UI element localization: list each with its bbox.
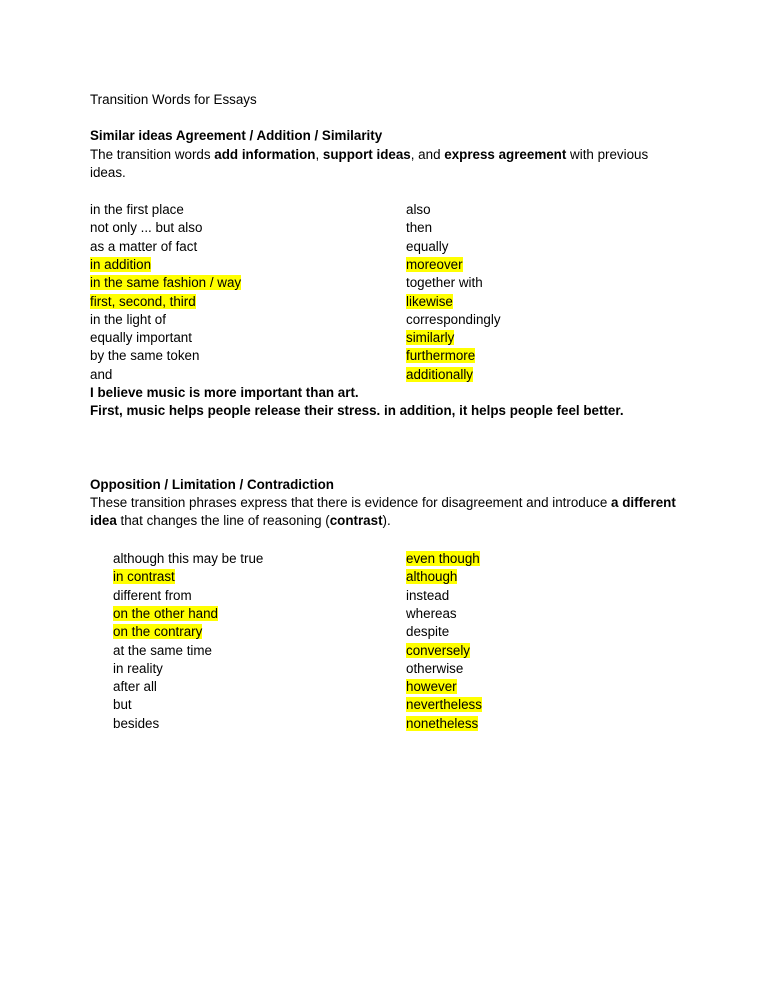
transition-word: [113, 660, 163, 678]
transition-word: [113, 550, 263, 568]
section1-heading: Similar ideas Agreement / Addition / Similarity: [90, 128, 383, 143]
transition-word-text: similarly: [406, 330, 455, 346]
transition-word: [90, 256, 151, 274]
transition-word: [406, 642, 470, 660]
transition-word: [113, 623, 202, 641]
transition-word-text: not only ... but also: [90, 220, 203, 236]
transition-word: [406, 715, 478, 733]
transition-word-text: moreover: [406, 256, 463, 272]
transition-word: [406, 274, 483, 292]
transition-word-text: instead: [406, 587, 450, 603]
intro-text: with previous ideas.: [90, 147, 649, 180]
document-title: Transition Words for Essays: [90, 92, 257, 107]
transition-word-text: whereas: [406, 605, 457, 621]
transition-word: [90, 329, 192, 347]
transition-word: [406, 201, 431, 219]
transition-word-text: conversely: [406, 642, 471, 658]
transition-word-text: despite: [406, 624, 450, 640]
transition-word: [406, 256, 463, 274]
transition-word: [406, 219, 432, 237]
transition-word-text: although this may be true: [113, 551, 264, 566]
intro-bold: express agreement: [444, 147, 567, 162]
transition-word: [406, 678, 457, 696]
transition-word-text: correspondingly: [406, 311, 501, 327]
intro-bold: a different idea: [90, 495, 676, 528]
section2-intro: [90, 494, 680, 530]
transition-word-text: likewise: [406, 293, 453, 309]
transition-word: [90, 219, 202, 237]
transition-word: [406, 293, 453, 311]
transition-word: [406, 238, 448, 256]
transition-word-text: but: [113, 697, 132, 713]
intro-text: The transition words: [90, 147, 215, 162]
transition-word-text: otherwise: [406, 660, 464, 676]
transition-word-text: additionally: [406, 366, 473, 382]
intro-text: ).: [382, 513, 391, 528]
transition-word: [90, 347, 199, 365]
transition-word: [406, 329, 454, 347]
section2-heading: Opposition / Limitation / Contradiction: [90, 477, 334, 492]
transition-word: [406, 550, 480, 568]
intro-bold: contrast: [329, 513, 383, 528]
transition-word-text: then: [406, 220, 433, 236]
transition-word: [113, 568, 175, 586]
transition-word-text: nonetheless: [406, 715, 479, 731]
transition-word-text: and: [90, 366, 113, 382]
transition-word-text: in contrast: [113, 569, 175, 585]
transition-word: [406, 696, 482, 714]
transition-word: [406, 366, 473, 384]
transition-word: [406, 311, 501, 329]
intro-text: , and: [410, 147, 445, 162]
transition-word: [406, 623, 449, 641]
intro-bold: support ideas: [322, 147, 411, 162]
transition-word-text: equally: [406, 238, 449, 254]
transition-word-text: together with: [406, 275, 483, 291]
transition-word-text: in the first place: [90, 202, 184, 217]
transition-word-text: on the contrary: [113, 624, 203, 640]
transition-word-text: also: [406, 202, 431, 217]
example-sentence-1: I believe music is more important than art.: [90, 385, 359, 400]
transition-word-text: first, second, third: [90, 293, 196, 309]
transition-word-text: in reality: [113, 660, 163, 676]
transition-word-text: by the same token: [90, 348, 200, 364]
transition-word: [406, 347, 475, 365]
transition-word: [406, 605, 457, 623]
transition-word: [113, 605, 218, 623]
transition-word-text: different from: [113, 587, 192, 603]
intro-text: ,: [315, 147, 323, 162]
transition-word-text: after all: [113, 679, 157, 695]
intro-bold: add information: [214, 147, 316, 162]
transition-word: [90, 366, 112, 384]
transition-word-text: in addition: [90, 256, 152, 272]
transition-word: [90, 311, 166, 329]
transition-word: [90, 293, 196, 311]
transition-word: [90, 238, 197, 256]
transition-word: [113, 587, 192, 605]
transition-word: [113, 678, 157, 696]
transition-word: [90, 201, 184, 219]
transition-word: [406, 587, 449, 605]
transition-word: [113, 642, 212, 660]
transition-word-text: in the same fashion / way: [90, 275, 242, 291]
transition-word-text: besides: [113, 715, 160, 731]
transition-word-text: on the other hand: [113, 605, 218, 621]
transition-word-text: even though: [406, 551, 480, 566]
section1-intro: [90, 146, 680, 182]
transition-word-text: as a matter of fact: [90, 238, 198, 254]
transition-word: [113, 715, 159, 733]
transition-word-text: furthermore: [406, 348, 476, 364]
example-sentence-2: First, music helps people release their stress. in addition, it helps people feel better.: [90, 403, 624, 418]
intro-text: These transition phrases express that there is evidence for disagreement and introduce: [90, 495, 612, 510]
transition-word: [90, 274, 241, 292]
transition-word-text: equally important: [90, 330, 192, 346]
transition-word-text: nevertheless: [406, 697, 482, 713]
transition-word-text: at the same time: [113, 642, 212, 658]
transition-word-text: although: [406, 569, 458, 585]
transition-word-text: however: [406, 679, 457, 695]
transition-word-text: in the light of: [90, 311, 166, 327]
intro-text: that changes the line of reasoning (: [116, 513, 330, 528]
transition-word: [406, 568, 457, 586]
transition-word: [406, 660, 463, 678]
transition-word: [113, 696, 132, 714]
